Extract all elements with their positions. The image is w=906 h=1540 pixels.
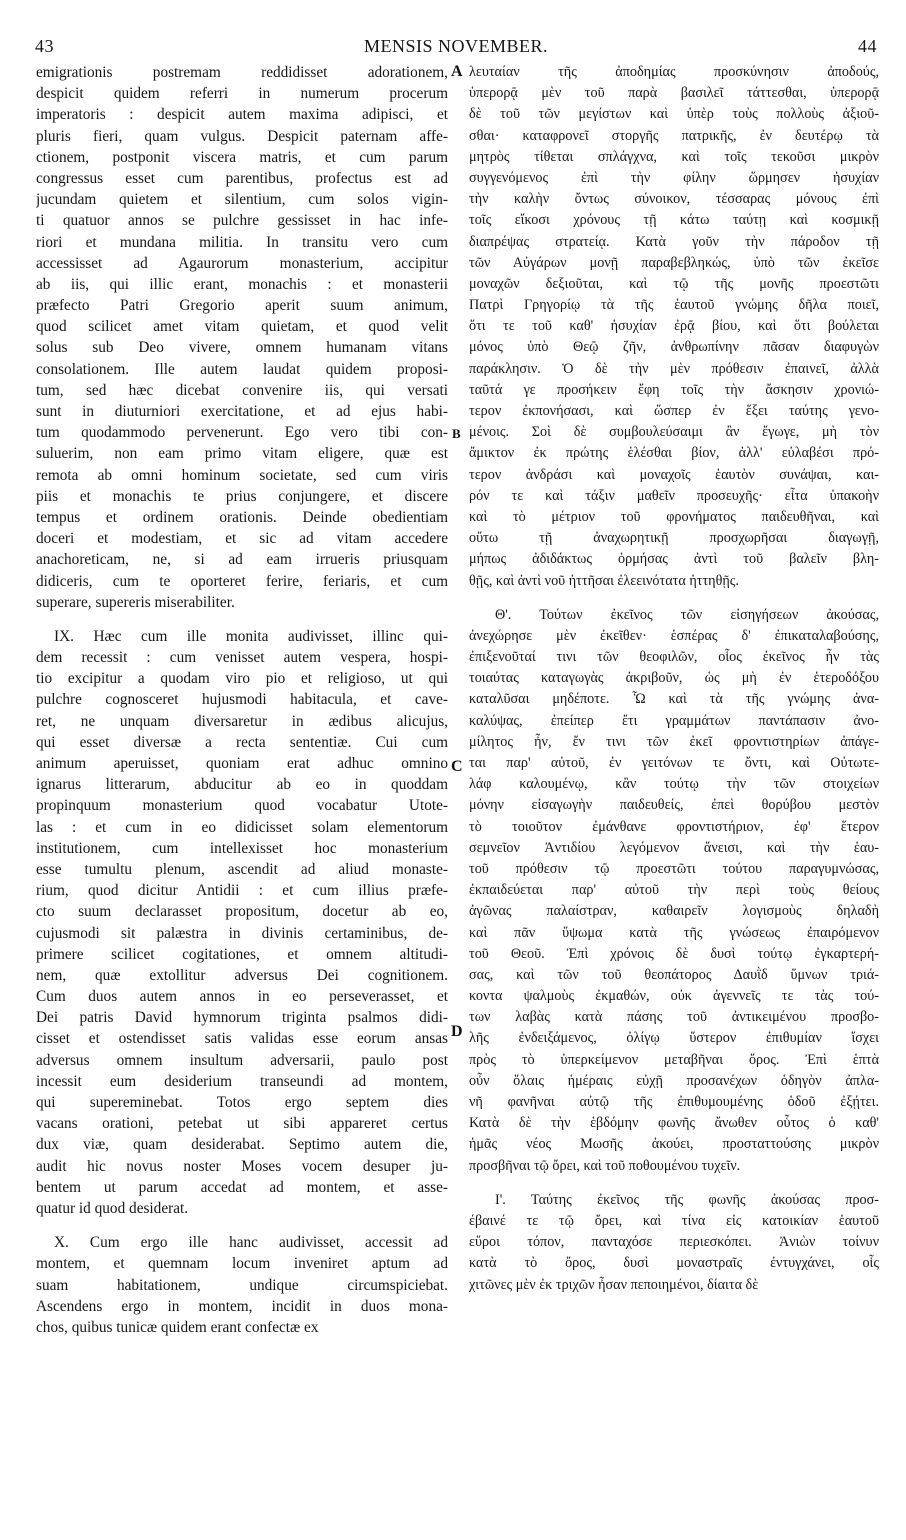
greek-text-line: τοιαύτας καταγωγὰς ἀκριβοῦν, ὡς μὴ ἐν ἑτεροδόξου (469, 670, 879, 687)
latin-text-line: tum quodammodo pervenerunt. Ego vero tibi con- (36, 424, 448, 442)
margin-marker-d: D (451, 1023, 463, 1040)
latin-text-line: doceri et modestiam, et sic ad vitam accedere (36, 530, 448, 548)
latin-text-line: dux viæ, quam desiderabat. Septimo autem die, (36, 1136, 448, 1154)
greek-text-line: μητρὸς τίθεται σπλάγχνα, καὶ τοῖς τεκοῦσι μικρὸν (469, 148, 879, 165)
latin-text-line: congressus esset cum parentibus, profectus est ad (36, 169, 448, 187)
paragraph-gap (469, 592, 879, 605)
page-header (35, 36, 877, 60)
margin-marker-c: C (451, 758, 463, 775)
latin-text-line: sunt in diuturniori exercitatione, et ad ejus habi- (36, 403, 448, 420)
greek-text-line: καὶ τὸ μέτριον τοῦ φρονήματος παιδευθῆναι, καὶ (469, 508, 879, 525)
latin-text-line: tio excipitur a quodam viro pio et religioso, ut qui (36, 670, 448, 688)
greek-text-line: καταλῦσαι μηδέποτε. Ὧ καὶ τὰ τῆς γνώμης ἀνα- (469, 691, 879, 708)
latin-text-line: Cum duos autem annos in eo perseverasset, et (36, 988, 448, 1006)
greek-text-line: ἀγῶνας παλαίστραν, καθαιρεῖν λογισμοὺς δηλαδὴ (469, 903, 879, 920)
latin-text-line: pulchre cognosceret hujusmodi habitacula, et cave- (36, 691, 448, 709)
greek-column (469, 62, 879, 1296)
paragraph-gap (36, 613, 448, 626)
latin-text-line: audit hic novus noster Moses vocem desuper ju- (36, 1157, 448, 1175)
latin-text-line: ab iis, qui illic erant, monachis : et monasterii (36, 275, 448, 293)
greek-text-line: τερον ἀνδράσι καὶ μοναχοῖς ἑαυτὸν συνάψαι, και- (469, 466, 879, 483)
greek-text-line: οὕτω τῇ ἀναχωρητικῇ προσχωρῆσαι διαγωγῇ, (469, 530, 879, 547)
greek-text-line: τοῦ πρόθεσιν τῷ προεστῶτι τούτου παραγυμνώσας, (469, 860, 879, 877)
greek-text-line: καλύψας, ἐπείπερ ἔτι γραμμάτων παντάπασιν ἀνο- (469, 712, 879, 729)
greek-text-line: ἐκπαιδεύεται παρ' αὐτοῦ τὴν περὶ τοὺς θείους (469, 882, 879, 899)
greek-text-line: Κατὰ δὲ τὴν ἑβδόμην φωνῆς ἄνωθεν οὗτος ὁ καθ' (469, 1115, 879, 1132)
latin-text-line: bentem ut parum accedat ad montem, et asse- (36, 1178, 448, 1196)
latin-text-line: adversus omnem insultum adversarii, paulo post (36, 1051, 448, 1069)
latin-text-line: præfecto Patri Gregorio aperit suum animum, (36, 297, 448, 315)
paragraph-gap (469, 1177, 879, 1190)
latin-text-line: las : et cum in eo didicisset solam elementorum (36, 818, 448, 836)
latin-text-line: suluerim, non eam primo vitam eligere, quæ est (36, 445, 448, 463)
latin-text-line: accessisset ad Agaurorum monasterium, accipitur (36, 254, 448, 272)
greek-text-line: σας, καὶ τῶν τοῦ θεοπάτορος Δαυῒδ ὕμνων τριά- (469, 966, 879, 983)
greek-text-line: κοντα ψαλμοὺς ἐκμαθών, οὐκ ἀγεννεῖς τε τὰς τού- (469, 988, 879, 1005)
latin-text-line: chos, quibus tunicæ quidem erant confectæ ex (36, 1318, 319, 1336)
paragraph-gap (36, 1219, 448, 1232)
greek-text-line: Ι'. Ταύτης ἐκεῖνος τῆς φωνῆς ἀκούσας προσ- (495, 1191, 879, 1208)
latin-text-line: cujusmodi sit palæstra in divinis certaminibus, de- (36, 924, 448, 942)
greek-text-line: ἐπιξενοῦταί τινι τῶν θεοφιλῶν, οἷος ἐκεῖνος ἦν τὰς (469, 649, 879, 666)
greek-text-line: νῆ φανῆναι αὐτῷ τῆς ἐπιθυμουμένης ὁδοῦ ἐξῄτει. (469, 1094, 879, 1110)
margin-marker-a: A (451, 63, 463, 80)
latin-text-line: X. Cum ergo ille hanc audivisset, accessit ad (54, 1234, 448, 1252)
greek-text-line: διαπρέψας στρατείᾳ. Κατὰ γοῦν τὴν πάροδον τῇ (469, 233, 879, 250)
greek-text-line: ταῦτά γε προσήκειν ἔφη τοῖς τὴν ἄσκησιν χρονιώ- (469, 381, 879, 398)
greek-text-line: ὑπερορᾷ μὲν τοῦ παρὰ βασιλεῖ τάττεσθαι, ὑπερορᾷ (469, 85, 879, 102)
latin-text-line: animum aperuisset, quoniam erat adhuc omnino (36, 755, 448, 772)
latin-text-line: didiceris, cum te oporteret ferire, feriaris, et cum (36, 572, 448, 590)
greek-text-line: ὅτι τε τοῦ καθ' ἡσυχίαν ἐρᾷ βίου, καὶ ὅτι βούλεται (469, 318, 879, 335)
greek-text-line: κατὰ τὸ ὄρος, δυσὶ μοναστραῖς ἐντυγχάνει, οἷς (469, 1255, 879, 1272)
page-number-left: 43 (35, 36, 54, 56)
latin-text-line: incessit eum desiderium transeundi ad montem, (36, 1072, 448, 1090)
greek-text-line: τοῦ Θεοῦ. Ἐπὶ χρόνοις δὲ δυσὶ τούτῳ ἐγκαρτερή- (469, 945, 879, 962)
greek-text-line: τοῖς εἴκοσι χρόνους τῇ κάτω ταύτῃ καὶ κοσμικῇ (469, 212, 879, 229)
greek-text-line: μήπως ἀδιδάκτως ὁρμήσας ἀντὶ τοῦ βαλεῖν βλη- (469, 551, 879, 568)
greek-text-line: των λαβὰς κατὰ πάσης τοῦ ἀντικειμένου προσβο- (469, 1009, 879, 1026)
greek-text-line: μίλητος ἦν, ἔν τινι τῶν ἐκεῖ φροντιστηρίων ἀπάγε- (469, 733, 879, 750)
greek-text-line: προσβῆναι τῷ ὄρει, καὶ τοῦ ποθουμένου τυχεῖν. (469, 1157, 741, 1174)
latin-text-line: propinquum monasterium quod vocabatur Utote- (36, 797, 448, 815)
latin-text-line: tum, sed hæc dicebat convenire iis, qui versati (36, 381, 448, 399)
greek-text-line: σθαι· καταφρονεῖ στοργῆς πατρικῆς, ἐν δευτέρῳ τὰ (469, 127, 879, 144)
latin-text-line: qui esset diversæ a recta sententiæ. Cui cum (36, 733, 448, 751)
latin-text-line: anachoreticam, ne, si ad eam irrueris priusquam (36, 551, 448, 569)
greek-text-line: καὶ πᾶν ὕψωμα κατὰ τῆς γνώσεως ἐπαιρόμενον (469, 924, 879, 941)
latin-text-line: solus sub Deo vivere, omnem humanam vitans (36, 339, 448, 357)
latin-text-line: rium, quod dicitur Antidii : et cum illius præfe- (36, 882, 448, 900)
greek-text-line: χιτῶνες μὲν ἐκ τριχῶν ἦσαν πεποιημένοι, δίαιτα δὲ (469, 1276, 759, 1293)
greek-text-line: Θ'. Τούτων ἐκεῖνος τῶν εἰσηγήσεων ἀκούσας, (495, 606, 879, 623)
latin-text-line: piis et monachis te prius conjungere, et discere (36, 487, 448, 505)
latin-text-line: vacans orationi, petebat ut sibi appareret certus (36, 1115, 448, 1133)
greek-text-line: λῆς ἐνδειξάμενος, ὀλίγῳ ὕστερον ἐπιθυμίαν ἴσχει (469, 1030, 879, 1047)
greek-text-line: μοναχῶν δεξιοῦται, καὶ τῷ τῆς μονῆς προεστῶτι (469, 275, 879, 292)
latin-text-line: remota ab omni hominum societate, sed cum viris (36, 466, 448, 484)
greek-text-line: μόνην εἰσαγωγὴν παιδευθείς, ἐπεὶ θορύβου μεστὸν (469, 797, 879, 814)
latin-text-line: IX. Hæc cum ille monita audivisset, illinc qui- (54, 627, 448, 645)
latin-text-line: qui supereminebat. Totos ergo septem dies (36, 1094, 448, 1111)
greek-text-line: σεμνεῖον Ἀντιδίου λεγόμενον ἄνεισι, καὶ τὴν ἑαυ- (469, 839, 879, 856)
greek-text-line: θῇς, καὶ ἀντὶ νοῦ ἡττῆσαι ἐλεεινότατα ἡττηθῇς. (469, 572, 739, 589)
latin-text-line: tempus et ordinem orationis. Deinde obedientiam (36, 508, 448, 526)
greek-text-line: Πατρὶ Γρηγορίῳ τὰ τῆς ἑαυτοῦ γνώμης δῆλα ποιεῖ, (469, 297, 879, 314)
latin-text-line: dem recessit : cum venisset autem vespera, hospi- (36, 649, 448, 667)
greek-text-line: μόνος ὑπὸ Θεῷ ζῆν, ἀνθρωπίνην πᾶσαν διαφυγὼν (469, 339, 879, 356)
latin-text-line: ti quatuor annos se pulchre gessisset in hac infe- (36, 212, 448, 230)
latin-text-line: primere scilicet cogitationes, et omnem altitudi- (36, 945, 448, 963)
latin-text-line: consolationem. Ille autem laudat quidem proposi- (36, 360, 448, 378)
margin-marker-b: B (452, 426, 461, 441)
latin-text-line: ctionem, postponit viscera matris, et cum parum (36, 148, 448, 166)
greek-text-line: ἀνεχώρησε μὲν ἐκεῖθεν· ἑσπέρας δ' ἐπικαταλαβούσης, (469, 627, 879, 644)
greek-text-line: οὖν ὅλαις ἡμέραις εὐχῇ προσανέχων ὁδηγὸν ἀπλα- (469, 1072, 879, 1089)
latin-text-line: montem, et quemnam locum inveniret aptum ad (36, 1255, 448, 1273)
greek-text-line: ται παρ' αὐτοῦ, ἐν γειτόνων τε ὄντι, καὶ Οὐτωτε- (469, 755, 879, 771)
greek-text-line: λάφ καλουμένῳ, κἂν τούτῳ τὴν τῶν στοιχείων (469, 776, 879, 793)
greek-text-line: δὲ τοῦ τῶν μεγίστων καὶ ὑπὲρ τοὺς πολλοὺς ἀξιοῦ- (469, 106, 879, 123)
latin-text-line: emigrationis postremam reddidisset adorationem, (36, 64, 448, 81)
latin-text-line: Ascendens ergo in montem, incidit in duos mona- (36, 1297, 448, 1315)
greek-text-line: ἡμᾶς νέος Μωσῆς ἀκούει, προσταττούσης μικρὸν (469, 1136, 879, 1153)
latin-text-line: institutionem, cum intellexisset hoc monasterium (36, 839, 448, 857)
greek-text-line: πρὸς τὸ ὑπερκείμενον μεταβῆναι ὄρος. Ἐπὶ ἑπτὰ (469, 1051, 879, 1068)
greek-text-line: συγγενόμενος ἐπὶ τὴν φίλην ὥρμησεν ἡσυχίαν (469, 169, 879, 186)
greek-text-line: μένοις. Σοὶ δὲ συμβουλεύσαιμι ἂν ἔγωγε, μὴ τὸν (469, 424, 879, 441)
latin-text-line: quod scilicet amet vitam quietam, et quod velit (36, 318, 448, 336)
page-number-right: 44 (858, 36, 877, 56)
latin-text-line: riori et mundana militia. In transitu vero cum (36, 233, 448, 251)
latin-text-line: esse tumultu plenum, ascendit ad aliud monaste- (36, 860, 448, 878)
greek-text-line: τερον ἐκπονήσασι, καὶ ὥσπερ ἐν ἕξει ταύτης γενο- (469, 403, 879, 419)
latin-text-line: despicit quidem referri in numerum procerum (36, 85, 448, 103)
greek-text-line: ἄμικτον ἐκ πρώτης ἑλέσθαι βίον, ἀλλ' εὐλαβέσι πρό- (469, 445, 879, 462)
latin-column (36, 62, 448, 1338)
greek-text-line: τὴν καλὴν ὄντως σύνοικον, τέσσαρας μόνους ἐπὶ (469, 191, 879, 208)
greek-text-line: παράκλησιν. Ὁ δὲ τὴν μὲν πρόθεσιν ἐπαινεῖ, ἀλλὰ (469, 360, 879, 377)
latin-text-line: cto suum declarasset propositum, docetur ab eo, (36, 903, 448, 921)
latin-text-line: nem, quæ extollitur adversus Dei cognitionem. (36, 966, 448, 984)
latin-text-line: superare, supereris miserabiliter. (36, 593, 235, 611)
latin-text-line: ignarus litterarum, abducitur ab eo in quoddam (36, 776, 448, 794)
latin-text-line: Dei patris David hymnorum triginta psalmos didi- (36, 1009, 448, 1027)
latin-text-line: suam habitationem, undique circumspiciebat. (36, 1276, 448, 1294)
latin-text-line: jucundam quietem et silentium, cum solos vigin- (36, 191, 448, 209)
latin-text-line: imperatoris : despicit autem maxima adipisci, et (36, 106, 448, 124)
greek-text-line: λευταίαν τῆς ἀποδημίας προσκύνησιν ἀποδούς, (469, 64, 879, 80)
greek-text-line: έβαινέ τε τῷ ὄρει, καὶ τίνα εἰς κατοικίαν ἑαυτοῦ (469, 1212, 879, 1229)
greek-text-line: ρόν τε καὶ τάξιν μαθεῖν προσευχῆς· εἶτα ὑπακοὴν (469, 487, 879, 504)
greek-text-line: εὕροι τόπον, πανταχόσε περιεσκόπει. Ἀνιὼν τοίνυν (469, 1234, 879, 1251)
latin-text-line: ret, ne unquam diversaretur in ædibus alicujus, (36, 712, 448, 730)
greek-text-line: τῶν Αὐγάρων μονῇ παραβεβληκώς, ὑπὸ τῶν ἐκεῖσε (469, 254, 879, 271)
greek-text-line: τὸ τοιοῦτον ἐμάνθανε φροντιστήριον, ἐφ' ἕτερον (469, 818, 879, 835)
running-title: MENSIS NOVEMBER. (363, 36, 549, 56)
latin-text-line: quatur id quod desiderat. (36, 1199, 189, 1217)
latin-text-line: cisset et ostendisset satis validas esse eorum ansas (36, 1030, 448, 1048)
latin-text-line: pluris fieri, quam vulgus. Despicit paternam affe- (36, 127, 448, 145)
